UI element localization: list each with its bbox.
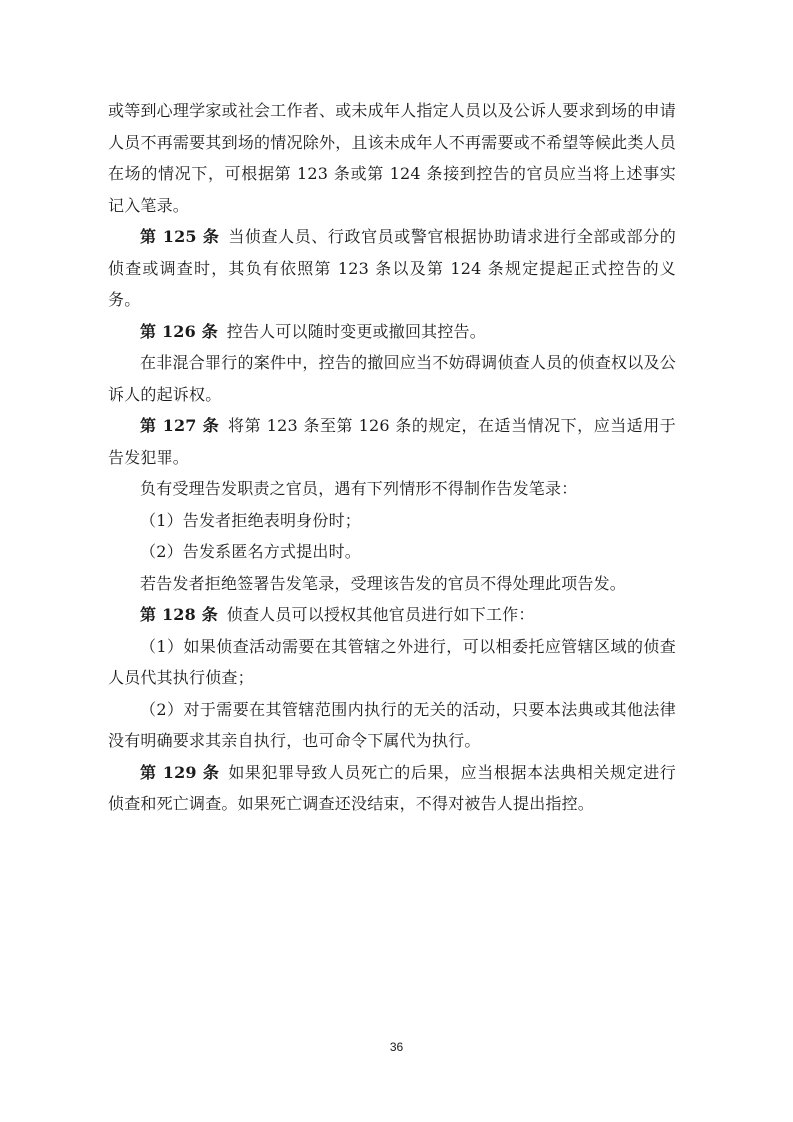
article-number: 第 127 条 [140,416,220,435]
paragraph-list-item-2 [108,694,676,757]
paragraph-text: （2）对于需要在其管辖范围内执行的无关的活动，只要本法典或其他法律没有明确要求其亲自执行，也可命令下属代为执行。 [108,699,676,750]
paragraph-text: 若告发者拒绝签署告发笔录，受理该告发的官员不得处理此项告发。 [140,573,627,593]
paragraph-list-item-1 [108,631,676,694]
paragraph-text: （1）告发者拒绝表明身份时； [140,510,361,530]
paragraph-text: 如果犯罪导致人员死亡的后果，应当根据本法典相关规定进行侦查和死亡调查。如果死亡调查还没结束，不得对被告人提出指控。 [108,762,676,813]
paragraph [108,473,676,505]
paragraph-text: 或等到心理学家或社会工作者、或未成年人指定人员以及公诉人要求到场的申请人员不再需要其到场的情况除外，且该未成年人不再需要或不希望等候此类人员在场的情况下，可根据第 123 条或第 124 条接到控告的官员应当将上述事实记入笔录。 [108,101,676,215]
paragraph [108,347,676,410]
article-number: 第 128 条 [140,605,218,624]
article-number: 第 125 条 [140,227,220,246]
article-number: 第 126 条 [140,321,218,341]
paragraph-text: （1）如果侦查活动需要在其管辖之外进行，可以相委托应管辖区域的侦查人员代其执行侦查； [108,636,676,687]
paragraph-list-item-2 [108,536,676,568]
paragraph-text: 负有受理告发职责之官员，遇有下列情形不得制作告发笔录： [140,479,578,498]
paragraph-text: 当侦查人员、行政官员或警官根据协助请求进行全部或部分的侦查或调查时，其负有依照第 123 条以及第 124 条规定提起正式控告的义务。 [108,227,676,309]
page-number: 36 [389,1040,404,1054]
page-footer [0,1036,793,1055]
paragraph-text: （2）告发系匿名方式提出时。 [140,542,361,561]
paragraph-article-125 [108,221,676,316]
article-number: 第 129 条 [140,762,220,782]
paragraph-article-126 [108,316,676,348]
paragraph-text: 在非混合罪行的案件中，控告的撤回应当不妨碍调侦查人员的侦查权以及公诉人的起诉权。 [108,353,676,404]
paragraph-article-127 [108,410,676,473]
paragraph-list-item-1 [108,505,676,537]
paragraph-text: 将第 123 条至第 126 条的规定，在适当情况下，应当适用于告发犯罪。 [108,416,676,467]
paragraph-text: 控告人可以随时变更或撤回其控告。 [226,321,486,341]
paragraph [108,95,676,221]
paragraph [108,568,676,600]
paragraph-text: 侦查人员可以授权其他官员进行如下工作： [226,605,535,624]
paragraph-article-129 [108,757,676,820]
text-block [108,95,676,820]
paragraph-article-128 [108,599,676,631]
